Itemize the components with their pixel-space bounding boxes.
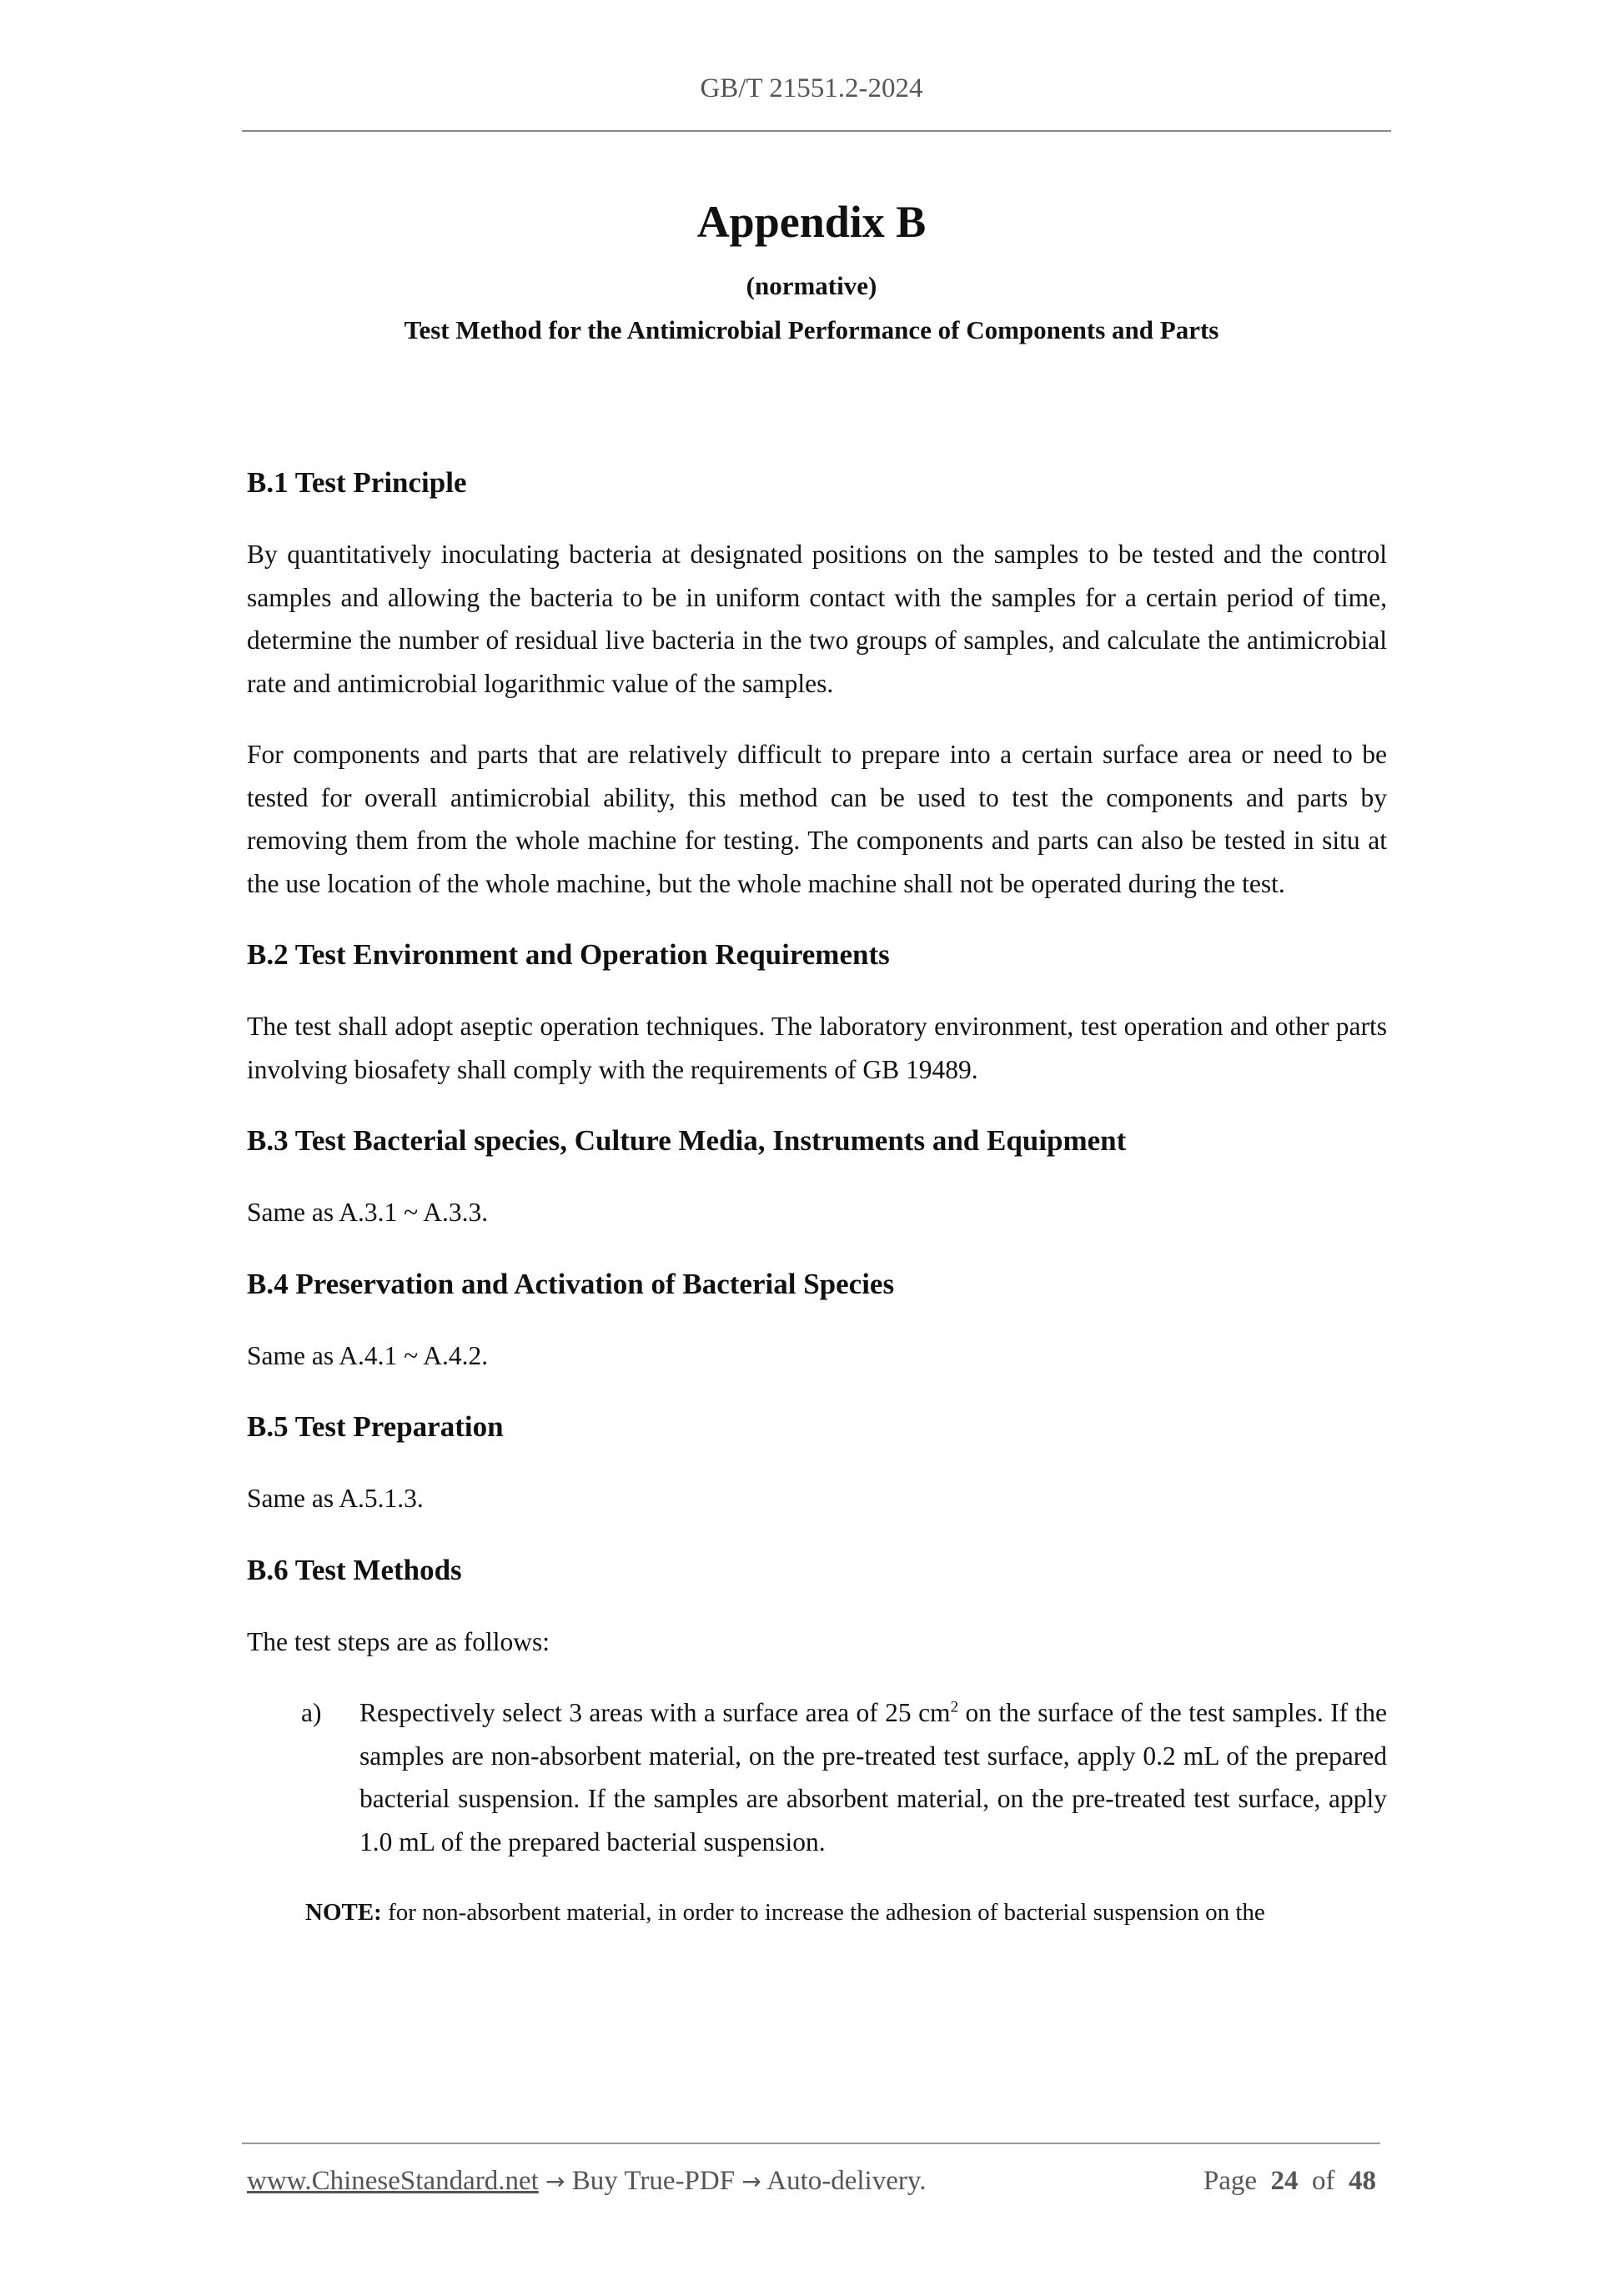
- website-link[interactable]: www.ChineseStandard.net: [247, 2166, 539, 2196]
- document-standard-id: GB/T 21551.2-2024: [700, 73, 923, 103]
- note-text: for non-absorbent material, in order to increase the adhesion of bacterial suspension on the: [381, 1899, 1265, 1926]
- appendix-title: Appendix B: [696, 197, 927, 247]
- superscript: 2: [950, 1698, 959, 1716]
- arrow-right-icon: →: [545, 2168, 565, 2195]
- list-item-text: [359, 1691, 1387, 1863]
- document-body: [247, 461, 1387, 1934]
- page-number: [1203, 2166, 1376, 2197]
- appendix-normative-label: (normative): [746, 271, 877, 300]
- footer-divider: [242, 2143, 1380, 2144]
- footer-delivery-text: Auto-delivery.: [761, 2166, 927, 2196]
- page-label: Page: [1203, 2166, 1257, 2196]
- note: [305, 1892, 1387, 1934]
- section-b6-paragraph-1: The test steps are as follows:: [247, 1626, 550, 1656]
- list-item-text-part: on the surface of the test samples. If the samples are non-absorbent material, on the pre-treated test surface, apply 0.2 mL of the prepared bacterial suspension. If the samples are absorbent material, on the pre-treated test surface, apply 1.0 mL of the prepared bacterial suspension.: [359, 1698, 1387, 1856]
- section-b3-paragraph-1: Same as A.3.1 ~ A.3.3.: [247, 1198, 489, 1227]
- header-divider: [242, 130, 1391, 132]
- footer-promo: [247, 2166, 926, 2197]
- appendix-subtitle: Test Method for the Antimicrobial Performance of Components and Parts: [404, 315, 1219, 344]
- note-label: NOTE:: [305, 1899, 382, 1926]
- section-heading-b1: B.1 Test Principle: [247, 466, 467, 499]
- section-b1-paragraph-1: By quantitatively inoculating bacteria at designated positions on the samples to be tested and the control samples and allowing the bacteria to be in uniform contact with the samples for a certain period of time, determine the number of residual live bacteria in the two groups of samples, and calculate the antimicrobial rate and antimicrobial logarithmic value of the samples.: [247, 540, 1387, 698]
- section-heading-b5: B.5 Test Preparation: [247, 1410, 504, 1443]
- list-marker: a): [301, 1698, 322, 1727]
- footer-buy-text: Buy True-PDF: [565, 2166, 742, 2196]
- section-heading-b2: B.2 Test Environment and Operation Requirements: [247, 938, 890, 971]
- test-step-list-item: [301, 1691, 1387, 1863]
- current-page: 24: [1270, 2166, 1299, 2196]
- page-of-label: of: [1312, 2166, 1335, 2196]
- section-b2-paragraph-1: The test shall adopt aseptic operation techniques. The laboratory environment, test operation and other parts involving biosafety shall comply with the requirements of GB 19489.: [247, 1012, 1387, 1084]
- total-pages: 48: [1349, 2166, 1376, 2196]
- section-heading-b4: B.4 Preservation and Activation of Bacterial Species: [247, 1267, 895, 1300]
- section-b1-paragraph-2: For components and parts that are relatively difficult to prepare into a certain surface area or need to be tested for overall antimicrobial ability, this method can be used to test the components and parts by removing them from the whole machine for testing. The components and parts can also be tested in situ at the use location of the whole machine, but the whole machine shall not be operated during the test.: [247, 740, 1387, 898]
- section-heading-b6: B.6 Test Methods: [247, 1553, 462, 1586]
- section-heading-b3: B.3 Test Bacterial species, Culture Media, Instruments and Equipment: [247, 1124, 1127, 1157]
- list-item-text-part: Respectively select 3 areas with a surface area of 25 cm: [359, 1698, 951, 1727]
- arrow-right-icon: →: [741, 2168, 761, 2195]
- section-b5-paragraph-1: Same as A.5.1.3.: [247, 1484, 424, 1513]
- section-b4-paragraph-1: Same as A.4.1 ~ A.4.2.: [247, 1340, 489, 1370]
